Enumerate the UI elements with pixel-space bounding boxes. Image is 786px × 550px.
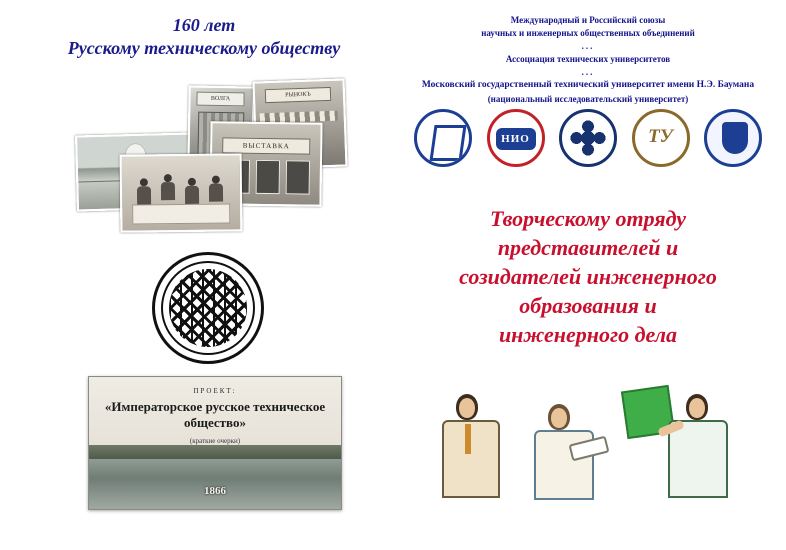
slogan-line-3: созидателей инженерного: [459, 264, 717, 290]
logo-tu-text: ТУ: [648, 126, 673, 147]
org-line-6: Московский государственный технический университет имени Н.Э. Баумана: [421, 80, 755, 91]
slogan-line-1: Творческому отряду: [489, 206, 687, 231]
slogan: [410, 204, 766, 349]
figure-head: [212, 176, 220, 184]
figure-body: [209, 184, 223, 202]
figure-tie: [465, 424, 471, 454]
organization-header: [400, 14, 776, 106]
cover-year: 1866: [204, 485, 226, 497]
rto-emblem: [152, 252, 264, 364]
logo-bauman-icon: [704, 109, 762, 167]
figure-head: [140, 178, 148, 186]
emblem-seal-icon: [152, 252, 264, 364]
figure-face: [459, 398, 475, 418]
org-line-1: Международный и Российский союзы: [510, 15, 666, 25]
figure-head: [164, 174, 172, 182]
left-title-line2: Русскому техническому обществу: [67, 37, 341, 58]
emblem-monogram: [169, 269, 247, 347]
logo-rsnio-icon: [487, 109, 545, 167]
left-title-line1: 160 лет: [172, 15, 236, 35]
logo-association: [559, 109, 617, 167]
logo-technical-university-icon: [632, 109, 690, 167]
photo-collage: [68, 76, 358, 236]
slogan-line-4: образования и: [519, 293, 657, 319]
shop-window-mid: [256, 160, 280, 194]
logo-row: [414, 106, 762, 170]
figure-coat: [668, 420, 728, 498]
org-line-4: Ассоциация технических университетов: [505, 54, 671, 65]
logo-association-icon: [559, 109, 617, 167]
left-column: [20, 14, 388, 534]
figure-body: [161, 182, 175, 200]
org-line-7: (национальный исследовательский университет): [487, 94, 689, 104]
logo-misis-icon: [414, 109, 472, 167]
photo-group-meeting: [120, 153, 243, 232]
logo-shield-shape: [722, 122, 748, 154]
figure-face: [689, 398, 705, 418]
photo-shop-banner: ВЫСТАВКА: [222, 137, 310, 154]
org-line-3: ...: [581, 41, 595, 52]
slogan-line-5: инженерного дела: [498, 322, 678, 348]
table-shape: [132, 203, 230, 224]
logo-rsnio-text: НИО: [496, 128, 536, 150]
cover-water: [89, 453, 341, 509]
figure-body: [185, 186, 199, 204]
logo-misis: [414, 109, 472, 167]
logo-rsnio: [487, 109, 545, 167]
shop-window-right: [286, 160, 310, 194]
engineer-figure: [434, 394, 508, 494]
figure-body: [137, 186, 151, 204]
cover-title: «Императорское русское техническое общество»: [104, 399, 326, 431]
photo-crowd-label: РЫНОКЪ: [265, 87, 331, 103]
photo-tower-sign: ВОЛГА: [196, 92, 244, 107]
cover-subtitle: (краткие очерки): [189, 437, 241, 445]
slogan-line-2: представителей и: [497, 235, 679, 261]
people-illustration: [428, 386, 758, 496]
right-column: [400, 14, 776, 534]
figure-suit: [442, 420, 500, 498]
logo-bauman: [704, 109, 762, 167]
figure-face: [551, 408, 567, 428]
logo-technical-university: [632, 109, 690, 167]
book-cover: [88, 376, 342, 510]
logo-petals-shape: [570, 120, 606, 156]
cover-project-label: ПРОЕКТ:: [193, 387, 237, 395]
cover-bank: [89, 445, 341, 459]
teacher-figure: [624, 388, 742, 494]
architect-figure: [524, 404, 604, 496]
org-line-2: научных и инженерных общественных объединений: [481, 28, 695, 39]
org-line-5: ...: [581, 67, 595, 78]
left-title: [20, 14, 388, 59]
figure-head: [188, 178, 196, 186]
